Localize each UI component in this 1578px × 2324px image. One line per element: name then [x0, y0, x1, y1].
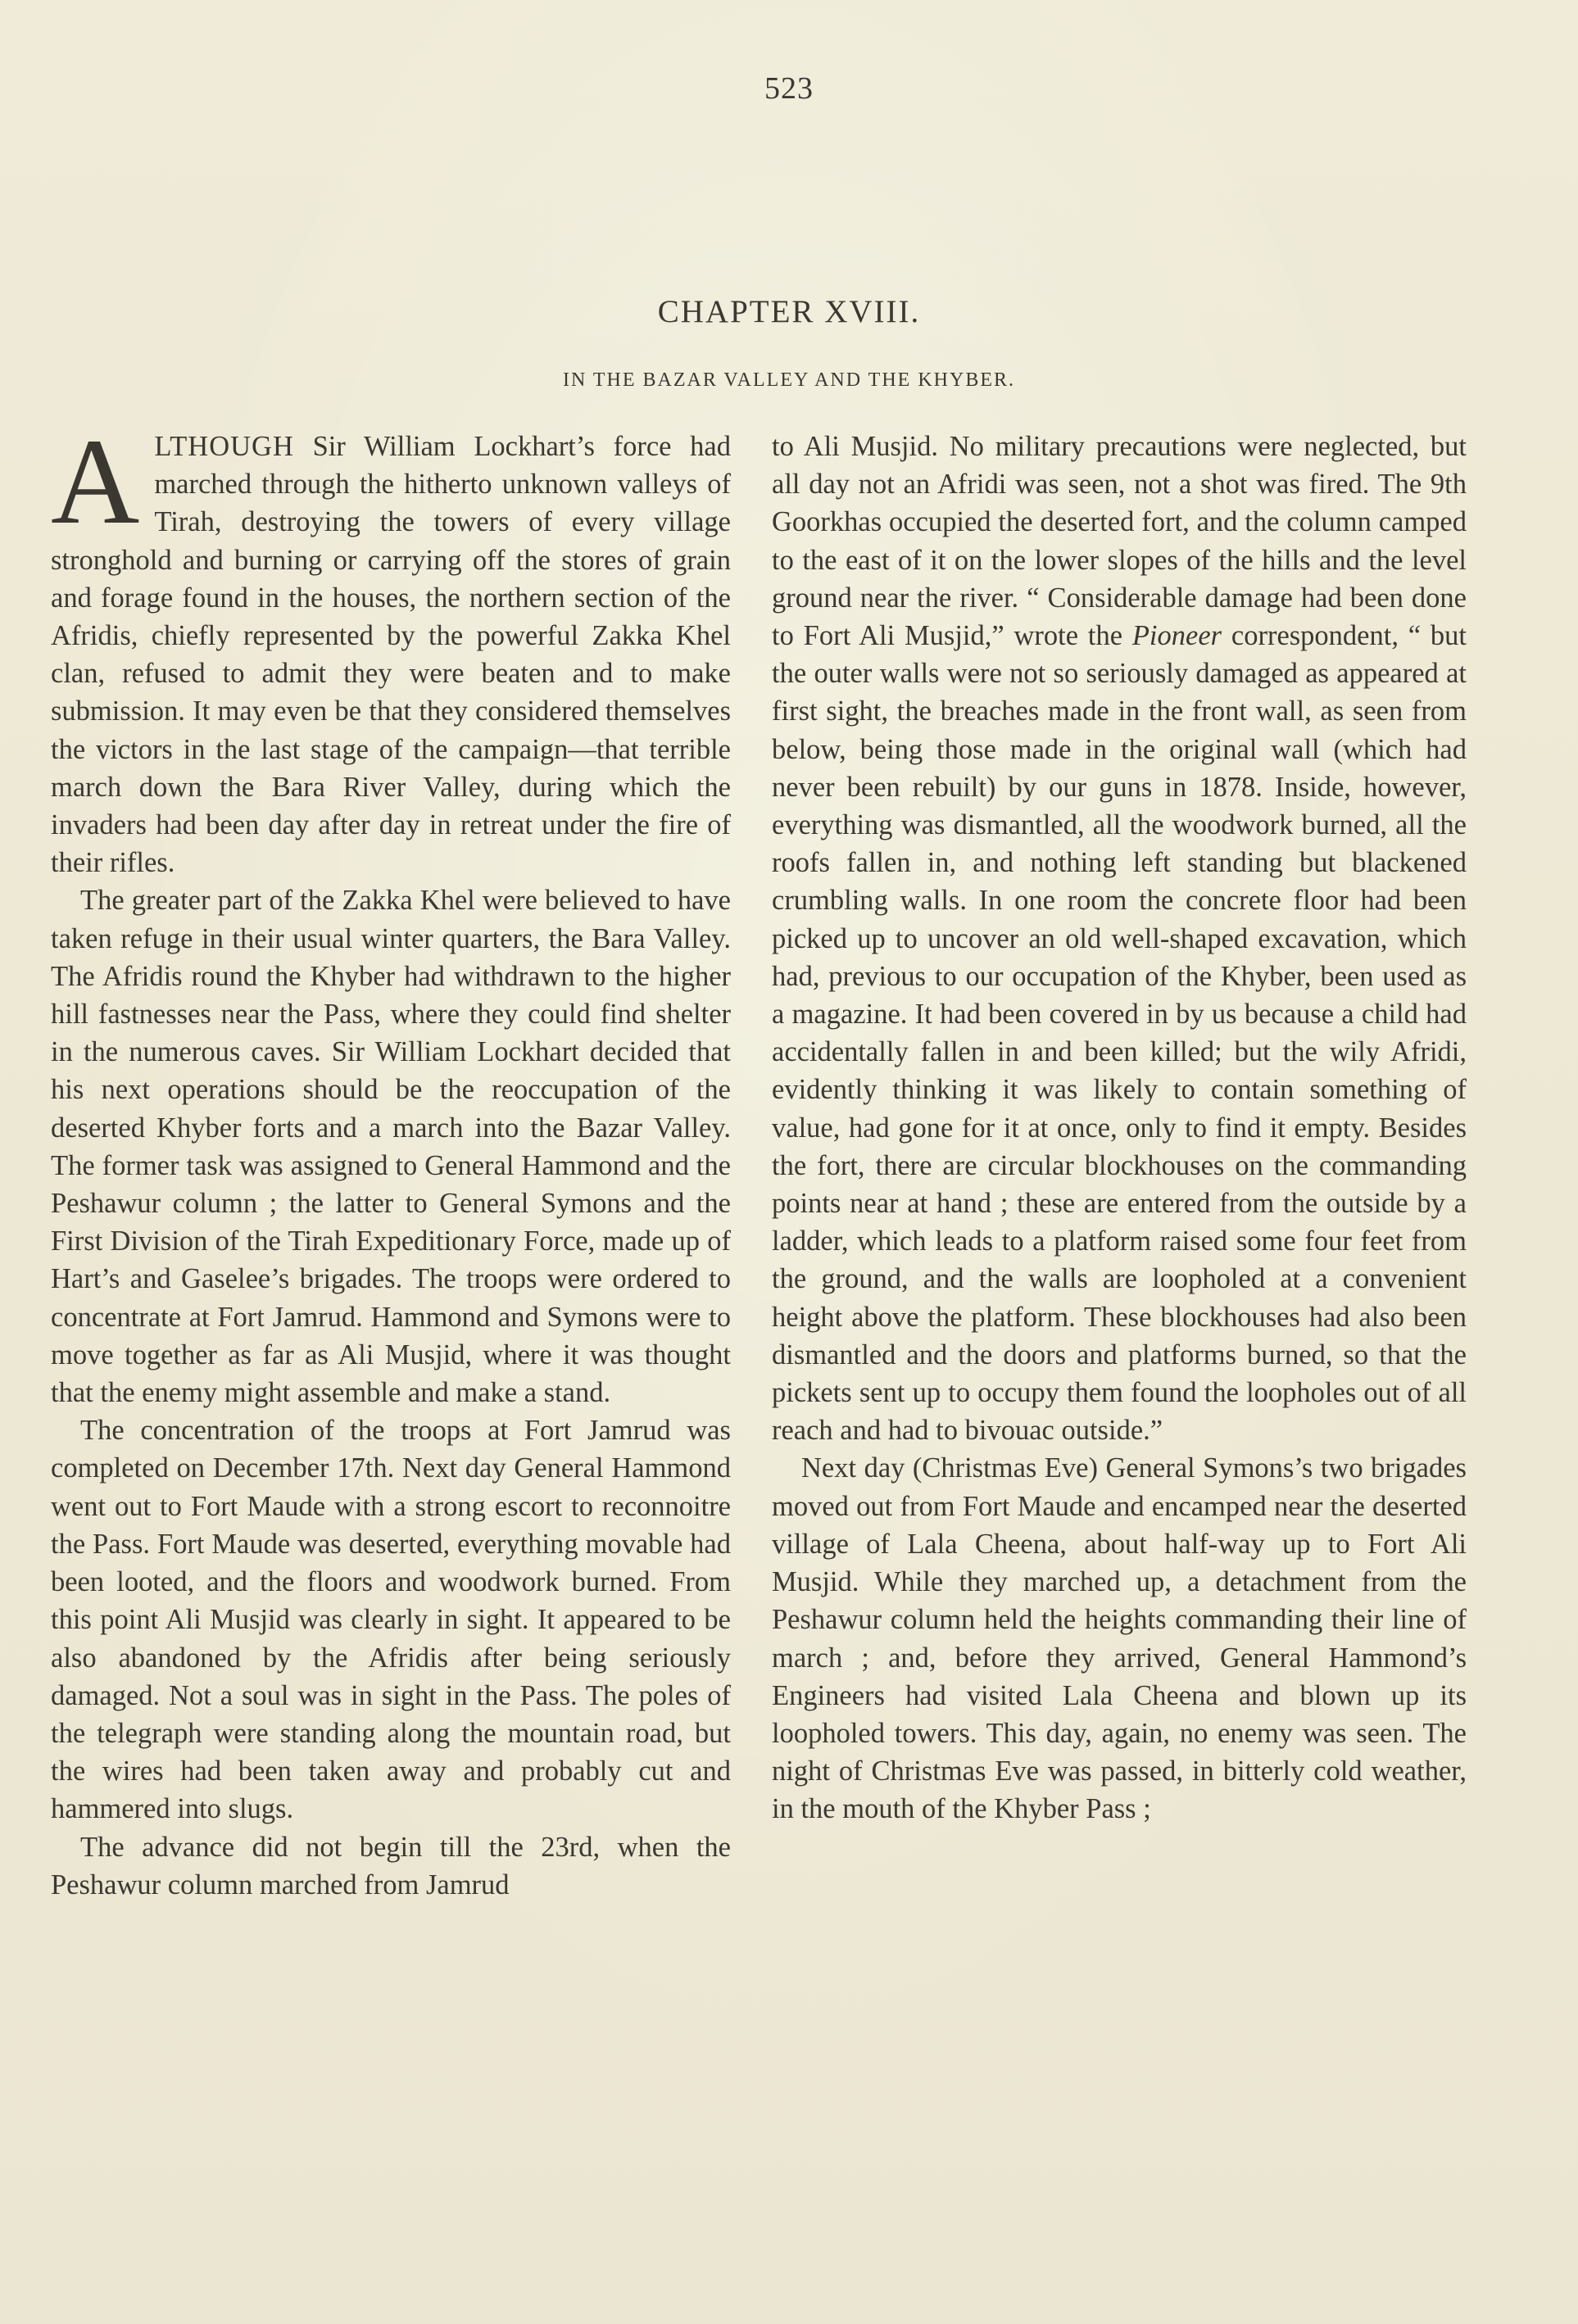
chapter-title: CHAPTER XVIII. [657, 294, 921, 329]
left-paragraph-2: The greater part of the Zakka Khel were believed to have taken refuge in their usual winter quarters, the Bara Valley. The Afridis round the Khyber had withdrawn to the higher hill fastnesses near the Pass, where they could find shelter in the numerous caves. Sir William Lockhart decided that his next operations should be the reoccupation of the deserted Khyber forts and a march into the Bazar Valley. The former task was assigned to General Hammond and the Peshawur column ; the latter to General Symons and the First Division of the Tirah Expeditionary Force, made up of Hart’s and Gaselee’s brigades. The troops were ordered to concentrate at Fort Jamrud. Hammond and Symons were to move together as far as Ali Musjid, where it was thought that the enemy might assemble and make a stand. [51, 885, 731, 1409]
page-number: 523 [764, 71, 814, 106]
left-column [51, 414, 731, 1904]
right-column [772, 428, 1467, 1828]
left-paragraph-3: The concentration of the troops at Fort Jamrud was completed on December 17th. Next day General Hammond went out to Fort Maude with a strong escort to reconnoitre the Pass. Fort Maude was deserted, everything movable had been looted, and the floors and woodwork burned. From this point Ali Musjid was clearly in sight. It appeared to be also abandoned by the Afridis after being seriously damaged. Not a soul was in sight in the Pass. The poles of the telegraph were standing along the mountain road, but the wires had been taken away and probably cut and hammered into slugs. [51, 1415, 731, 1825]
right-paragraph-1-text-b: correspondent, “ but the outer walls were not so seriously damaged as appeared at first sight, the breaches made in the front wall, as seen from below, being those made in the original wall (which had never been rebuilt) by our guns in 1878. Inside, however, everything was dismantled, all the woodwork burned, all the roofs fallen in, and nothing left standing but blackened crumbling walls. In one room the concrete floor had been picked up to uncover an old well-shaped excavation, which had, previous to our occupation of the Khyber, been used as a magazine. It had been covered in by us because a child had accidentally fallen in and been killed; but the wily Afridi, evidently thinking it was likely to contain something of value, had gone for it at once, only to find it empty. Besides the fort, there are circular blockhouses on the commanding points near at hand ; these are entered from the outside by a ladder, which leads to a platform raised some four feet from the ground, and the walls are loopholed at a convenient height above the platform. These blockhouses had also been dismantled and the doors and platforms burned, so that the pickets sent up to occupy them found the loopholes out of all reach and had to bivouac outside.” [772, 620, 1467, 1447]
right-paragraph-2: Next day (Christmas Eve) General Symons’s two brigades moved out from Fort Maude and encamped near the deserted village of Lala Cheena, about half-way up to Fort Ali Musjid. While they marched up, a detachment from the Peshawur column held the heights commanding their line of march ; and, before they arrived, General Hammond’s Engineers had visited Lala Cheena and blown up its loopholed towers. This day, again, no enemy was seen. The night of Christmas Eve was passed, in bitterly cold weather, in the mouth of the Khyber Pass ; [772, 1452, 1467, 1825]
right-paragraph-1-text-a: to Ali Musjid. No military precautions were neglected, but all day not an Afridi was seen, not a shot was fired. The 9th Goorkhas occupied the deserted fort, and the column camped to the east of it on the lower slopes of the hills and the level ground near the river. “ Considerable damage had been done to Fort Ali Musjid,” wrote the [772, 431, 1467, 652]
chapter-subtitle: IN THE BAZAR VALLEY AND THE KHYBER. [562, 369, 1015, 391]
lead-caps: LTHOUGH [154, 431, 294, 462]
left-paragraph-1 [51, 414, 731, 881]
right-paragraph-1 [772, 428, 1467, 1449]
drop-cap: A [51, 414, 140, 550]
left-paragraph-1-text: Sir William Lockhart’s force had marched through the hitherto unknown valleys of Tirah, destroying the towers of every village stronghold and burning or carrying off the stores of grain and forage found in the houses, the northern section of the Afridis, chiefly represented by the powerful Zakka Khel clan, refused to admit they were beaten and to make submission. It may even be that they considered themselves the victors in the last stage of the campaign—that terrible march down the Bara River Valley, during which the invaders had been day after day in retreat under the fire of their rifles. [51, 431, 731, 879]
newspaper-name: Pioneer [1131, 620, 1222, 652]
left-paragraph-4: The advance did not begin till the 23rd, when the Peshawur column marched from Jamrud [51, 1831, 731, 1900]
